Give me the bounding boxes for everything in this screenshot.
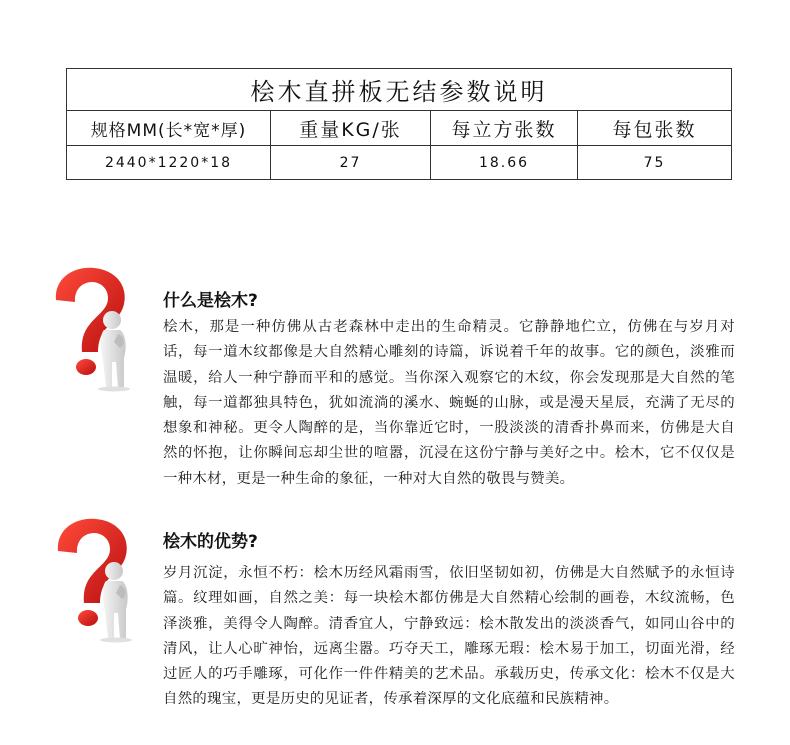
spec-title-row [67,69,732,111]
header-size: 规格MM(长*宽*厚) [67,111,271,146]
spec-table-title: 桧木直拼板无结参数说明 [67,69,732,111]
section-what-is-hinoki [0,262,790,512]
section-body: 桧木，那是一种仿佛从古老森林中走出的生命精灵。它静静地伫立，仿佛在与岁月对话，每一道木纹都像是大自然精心雕刻的诗篇，诉说着千年的故事。它的颜色，淡雅而温暖，给人一种宁静而平和的感觉。当你深入观察它的木纹，你会发现那是大自然的笔触，每一道都独具特色，犹如流淌的溪水、蜿蜒的山脉，或是漫天星辰，充满了无尽的想象和神秘。更令人陶醉的是，当你靠近它时，一股淡淡的清香扑鼻而来，仿佛是大自然的怀抱，让你瞬间忘却尘世的喧嚣，沉浸在这份宁静与美好之中。桧木，它不仅仅是一种木材，更是一种生命的象征，一种对大自然的敬畏与赞美。 [163,319,735,487]
section-heading: 什么是桧木? [163,291,258,311]
value-sheets-per-cubic: 18.66 [431,146,578,180]
question-mark-figure-icon [50,264,142,392]
section-body: 岁月沉淀，永恒不朽：桧木历经风霜雨雪，依旧坚韧如初，仿佛是大自然赋予的永恒诗篇。纹理如画，自然之美：每一块桧木都仿佛是大自然精心绘制的画卷，木纹流畅，色泽淡雅，美得令人陶醉。清香宜人，宁静致远：桧木散发出的淡淡香气，如同山谷中的清风，让人心旷神怡，远离尘嚣。巧夺天工，雕琢无瑕：桧木易于加工，切面光滑，经过匠人的巧手雕琢，可化作一件件精美的艺术品。承载历史，传承文化：桧木不仅是大自然的瑰宝，更是历史的见证者，传承着深厚的文化底蕴和民族精神。 [163,565,735,708]
section-hinoki-advantages [0,515,790,740]
section-heading: 桧木的优势? [163,532,258,552]
value-size: 2440*1220*18 [67,146,271,180]
header-sheets-per-cubic: 每立方张数 [431,111,578,146]
header-sheets-per-pack: 每包张数 [578,111,732,146]
spec-table [66,68,732,180]
question-mark-figure-icon [52,515,144,643]
value-weight: 27 [271,146,431,180]
spec-header-row [67,111,732,146]
value-sheets-per-pack: 75 [578,146,732,180]
spec-value-row [67,146,732,180]
header-weight: 重量KG/张 [271,111,431,146]
